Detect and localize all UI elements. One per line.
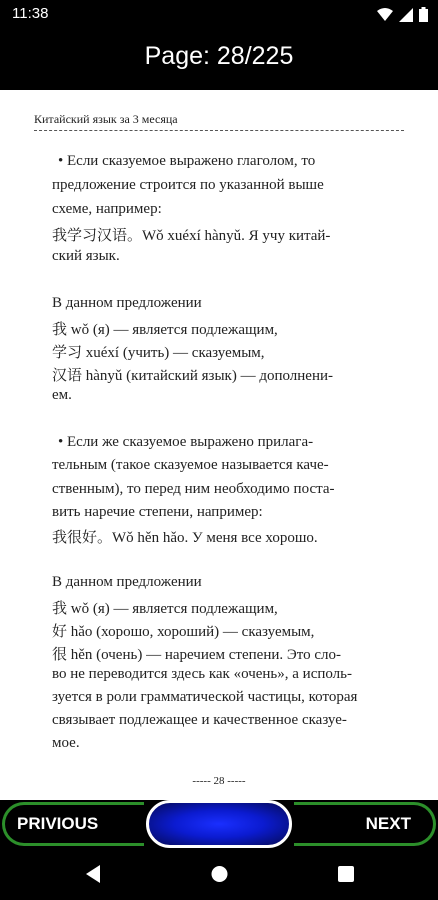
text-line: мое.: [52, 735, 80, 751]
text-line: во не переводится здесь как «очень», а исполь-: [52, 666, 353, 682]
text-line: • Если же сказуемое выражено прилага-: [58, 434, 314, 450]
text-line: ственным), то перед ним необходимо поста-: [52, 481, 335, 497]
navigation-bar: [0, 800, 438, 850]
text-line: схеме, например:: [52, 201, 162, 217]
text-line: 我 wǒ (я) — является подлежащим,: [52, 601, 278, 617]
center-button[interactable]: [146, 800, 292, 848]
text-line: связывает подлежащее и качественное сказуе-: [52, 712, 347, 728]
page-number: ----- 28 -----: [192, 775, 246, 787]
text-line: В данном предложении: [52, 295, 202, 311]
page-indicator: Page: 28/225: [144, 42, 294, 70]
recents-icon[interactable]: [338, 865, 354, 883]
text-line: ский язык.: [52, 248, 120, 264]
battery-icon: [419, 7, 428, 22]
text-line: 我学习汉语。Wǒ xuéxí hànyǔ. Я учу китай-: [52, 228, 331, 244]
text-line: зуется в роли грамматической частицы, которая: [52, 689, 358, 705]
home-icon[interactable]: [211, 865, 228, 883]
text-line: 学习 xuéxí (учить) — сказуемым,: [52, 345, 265, 361]
book-page: [0, 90, 438, 800]
status-time: 11:38: [12, 5, 49, 22]
system-navigation-bar: [0, 850, 438, 900]
text-line: 我很好。Wǒ hěn hǎo. У меня все хорошо.: [52, 530, 318, 546]
back-icon[interactable]: [86, 865, 100, 883]
next-button[interactable]: NEXT: [294, 802, 436, 846]
text-line: тельным (такое сказуемое называется каче-: [52, 457, 329, 473]
text-line: 好 hǎo (хорошо, хороший) — сказуемым,: [52, 624, 315, 640]
status-bar: [0, 0, 438, 28]
text-line: предложение строится по указанной выше: [52, 177, 324, 193]
signal-icon: [399, 8, 413, 22]
text-line: 很 hěn (очень) — наречием степени. Это сло-: [52, 647, 342, 663]
text-line: • Если сказуемое выражено глаголом, то: [58, 153, 316, 169]
running-head: Китайский язык за 3 месяца: [34, 112, 178, 126]
text-line: ем.: [52, 387, 72, 403]
app-header: [0, 28, 438, 90]
text-line: 我 wǒ (я) — является подлежащим,: [52, 322, 278, 338]
status-icons: [377, 7, 428, 22]
text-line: вить наречие степени, например:: [52, 504, 263, 520]
text-line: 汉语 hànyǔ (китайский язык) — дополнени-: [52, 368, 334, 384]
header-rule: [34, 130, 404, 131]
wifi-icon: [377, 8, 393, 22]
previous-button[interactable]: PRIVIOUS: [2, 802, 144, 846]
text-line: В данном предложении: [52, 574, 202, 590]
